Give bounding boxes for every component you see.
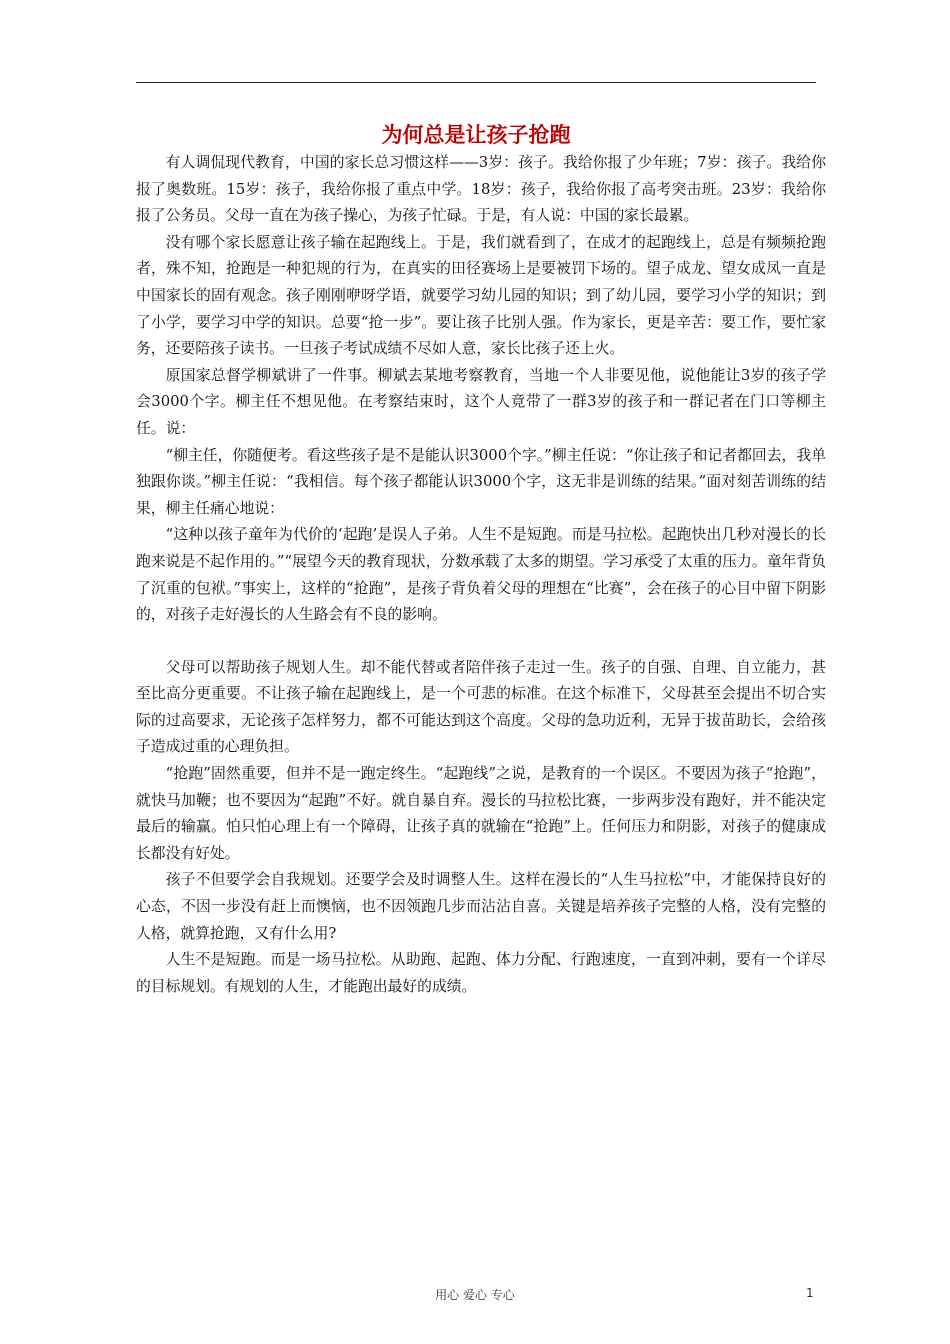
paragraph: 人生不是短跑。而是一场马拉松。从助跑、起跑、体力分配、行跑速度，一直到冲刺，要有一个详尽的目标规划。有规划的人生，才能跑出最好的成绩。 (136, 951, 826, 995)
article-body (136, 150, 826, 1000)
paragraph: 有人调侃现代教育，中国的家长总习惯这样——3岁：孩子。我给你报了少年班；7岁：孩子。我给你报了奥数班。15岁：孩子，我给你报了重点中学。18岁：孩子，我给你报了高考突击班。23岁：我给你报了公务员。父母一直在为孩子操心，为孩子忙碌。于是，有人说：中国的家长最累。 (136, 154, 826, 225)
article-title: 为何总是让孩子抢跑 (381, 123, 571, 147)
header-rule (136, 82, 816, 83)
paragraph: “柳主任，你随便考。看这些孩子是不是能认识3000个字。”柳主任说：“你让孩子和记者都回去，我单独跟你谈。”柳主任说：“我相信。每个孩子都能认识3000个字，这无非是训练的结果。”面对刻苦训练的结果，柳主任痛心地说： (136, 446, 826, 517)
paragraph: 孩子不但要学会自我规划。还要学会及时调整人生。这样在漫长的“人生马拉松”中，才能保持良好的心态，不因一步没有赶上而懊恼，也不因领跑几步而沾沾自喜。关键是培养孩子完整的人格，没有完整的人格，就算抢跑，又有什么用? (136, 871, 826, 942)
paragraph: “这种以孩子童年为代价的‘起跑’是误人子弟。人生不是短跑。而是马拉松。起跑快出几秒对漫长的长跑来说是不起作用的。”“展望今天的教育现状，分数承载了太多的期望。学习承受了太重的压力。童年背负了沉重的包袱。”事实上，这样的“抢跑”，是孩子背负着父母的理想在“比赛”，会在孩子的心目中留下阴影的，对孩子走好漫长的人生路会有不良的影响。 (136, 526, 826, 624)
paragraph: 没有哪个家长愿意让孩子输在起跑线上。于是，我们就看到了，在成才的起跑线上，总是有频频抢跑者，殊不知，抢跑是一种犯规的行为，在真实的田径赛场上是要被罚下场的。望子成龙、望女成凤一直是中国家长的固有观念。孩子刚刚咿呀学语，就要学习幼儿园的知识；到了幼儿园，要学习小学的知识；到了小学，要学习中学的知识。总要“抢一步”。要让孩子比别人强。作为家长，更是辛苦：要工作，要忙家务，还要陪孩子读书。一旦孩子考试成绩不尽如人意，家长比孩子还上火。 (136, 233, 826, 358)
paragraph: 原国家总督学柳斌讲了一件事。柳斌去某地考察教育，当地一个人非要见他，说他能让3岁的孩子学会3000个字。柳主任不想见他。在考察结束时，这个人竟带了一群3岁的孩子和一群记者在门口等柳主任。说： (136, 366, 826, 437)
paragraph: 父母可以帮助孩子规划人生。却不能代替或者陪伴孩子走过一生。孩子的自强、自理、自立能力，甚至比高分更重要。不让孩子输在起跑线上，是一个可悲的标准。在这个标准下，父母甚至会提出不切合实际的过高要求，无论孩子怎样努力，都不可能达到这个高度。父母的急功近利，无异于拔苗助长，会给孩子造成过重的心理负担。 (136, 658, 826, 756)
page-number: 1 (806, 1286, 814, 1300)
paragraph: “抢跑”固然重要，但并不是一跑定终生。“起跑线”之说，是教育的一个误区。不要因为孩子“抢跑”，就快马加鞭；也不要因为“起跑”不好。就自暴自弃。漫长的马拉松比赛，一步两步没有跑好，并不能决定最后的输赢。怕只怕心理上有一个障碍，让孩子真的就输在“抢跑”上。任何压力和阴影，对孩子的健康成长都没有好处。 (136, 765, 826, 862)
footer-slogan: 用心 爱心 专心 (435, 1288, 515, 1302)
